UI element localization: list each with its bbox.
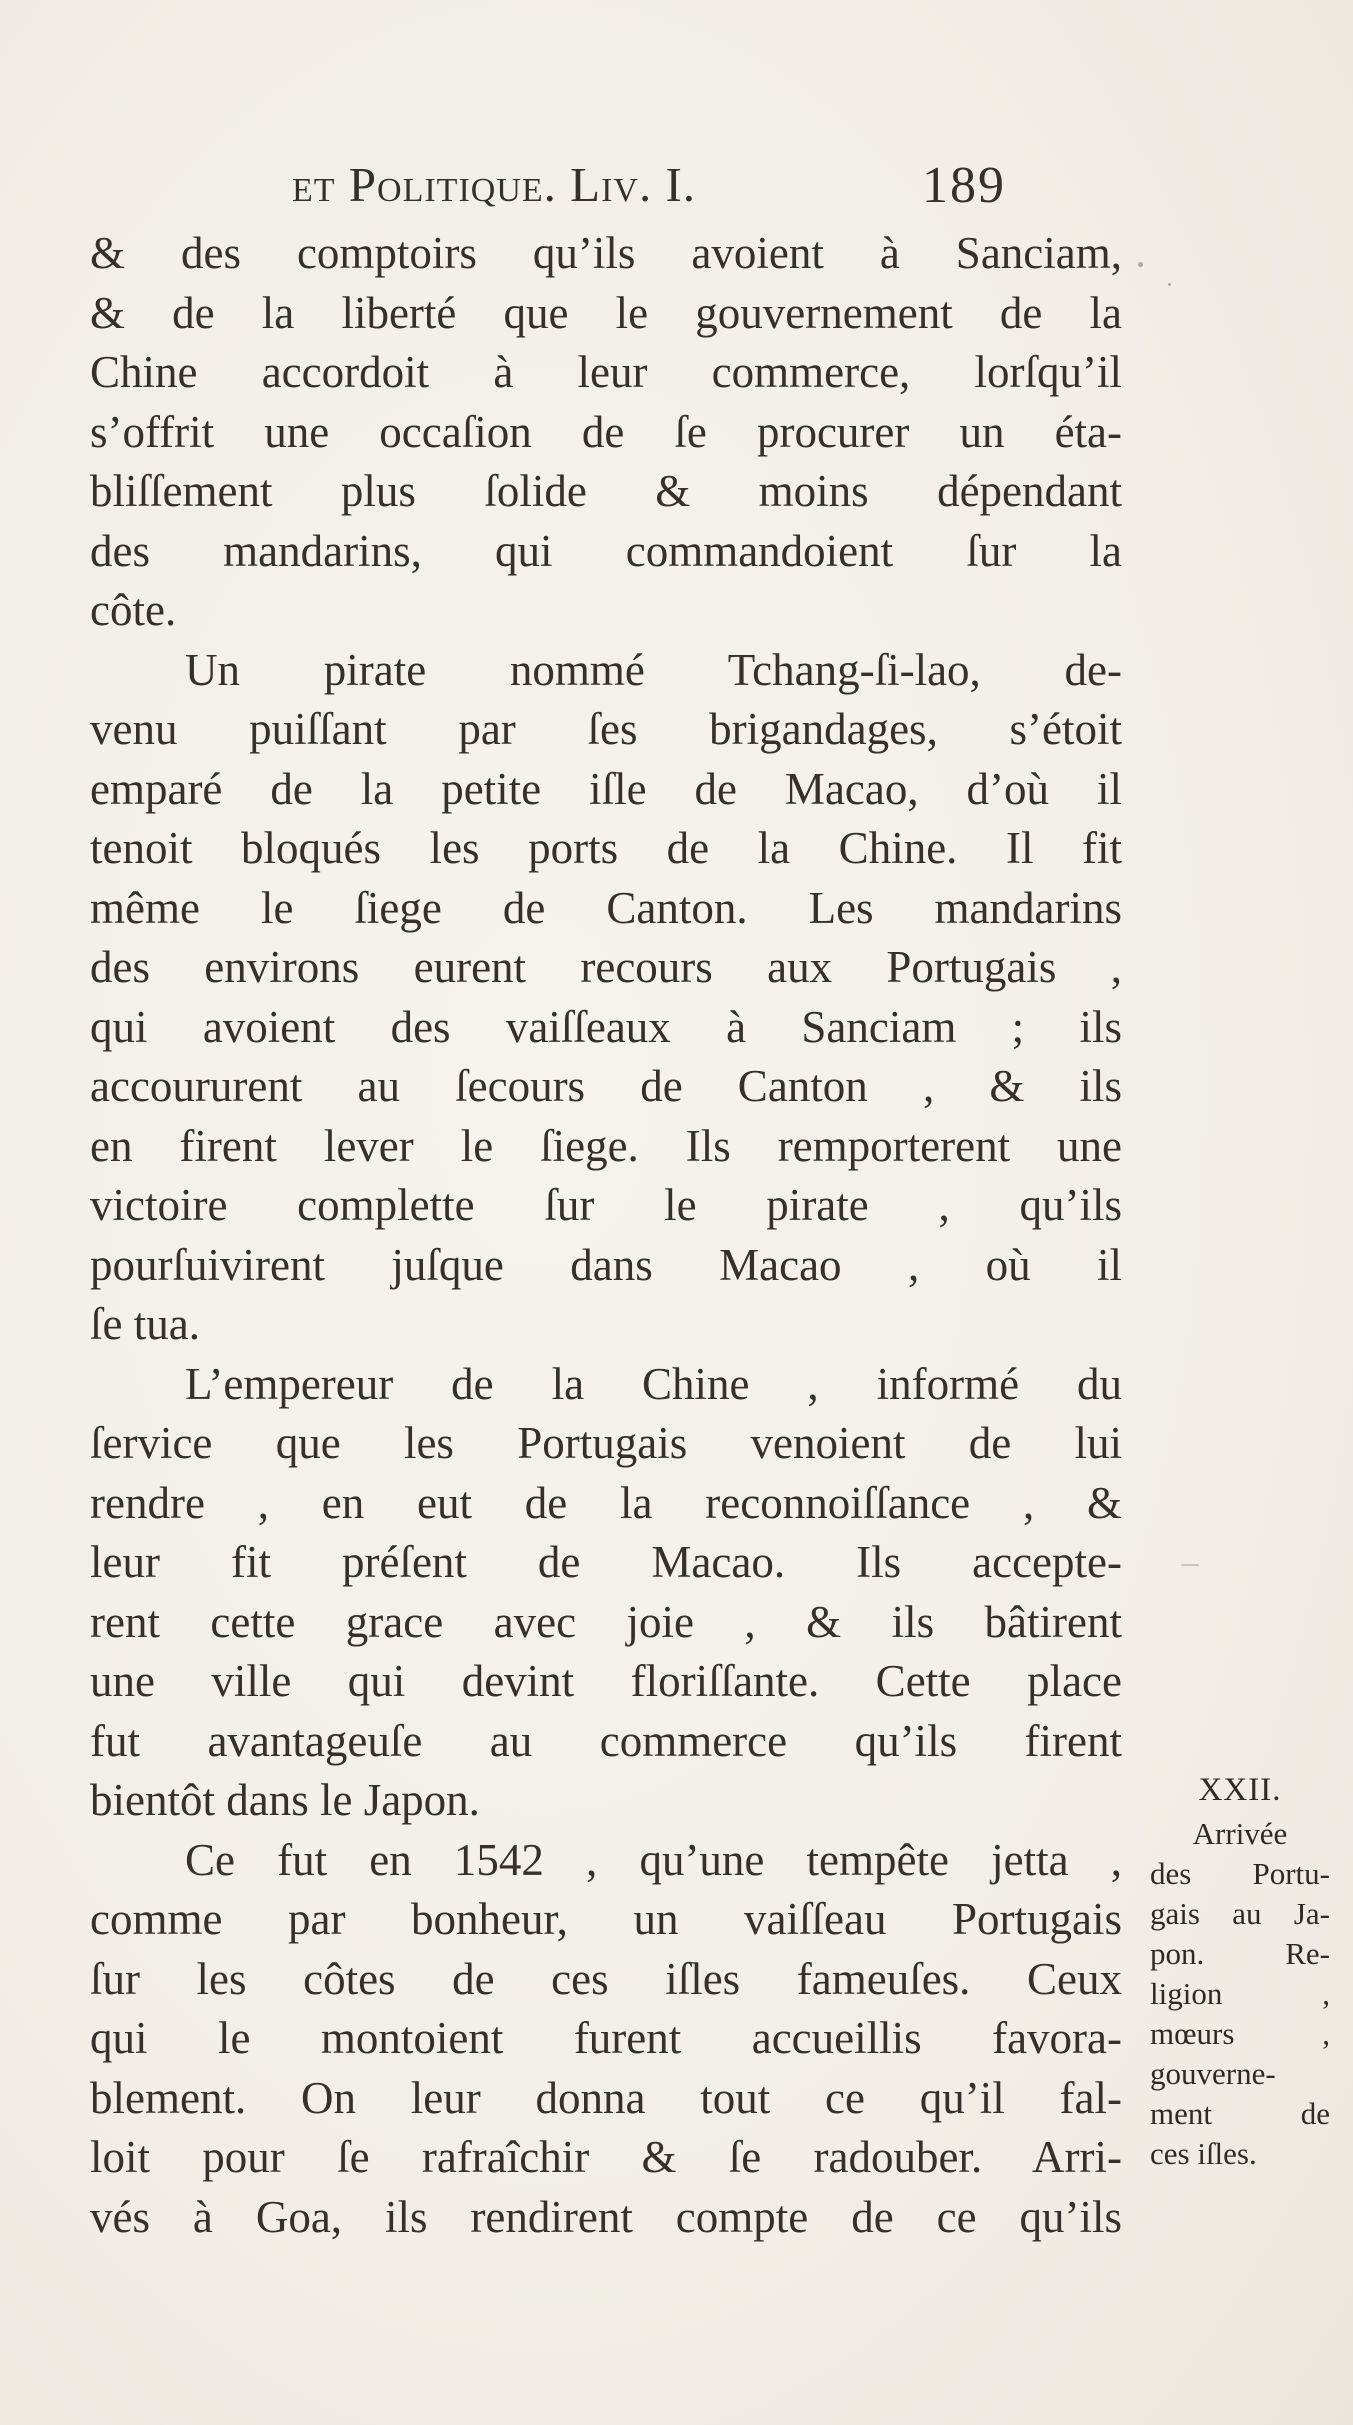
paper-speck — [1168, 283, 1171, 286]
text-line: pourſuivirent juſque dans Macao , où il — [90, 1239, 1122, 1290]
marginal-note-lines — [1150, 1814, 1330, 2174]
text-line: leur fit préſent de Macao. Ils accepte- — [90, 1537, 1122, 1587]
body-text — [90, 224, 1130, 2247]
marginal-note-line: ces iſles. — [1150, 2136, 1257, 2171]
text-line: tenoit bloqués les ports de la Chine. Il fit — [90, 823, 1122, 873]
marginal-note-number: XXII. — [1198, 1772, 1282, 1808]
marginal-note-line: gais au Ja- — [1150, 1896, 1330, 1931]
text-line: des mandarins, qui commandoient ſur la — [90, 525, 1122, 576]
marginal-note-line: Arrivée — [1192, 1816, 1288, 1851]
marginal-note — [1150, 1770, 1330, 2174]
text-line: victoire complette ſur le pirate , qu’ils — [90, 1180, 1122, 1230]
text-line: venu puiſſant par ſes brigandages, s’étoit — [90, 704, 1122, 754]
text-line: & des comptoirs qu’ils avoient à Sanciam, — [90, 228, 1122, 278]
text-line: Ce fut en 1542 , qu’une tempête jetta , — [185, 1834, 1122, 1885]
marginal-note-line: pon. Re- — [1150, 1936, 1330, 1971]
text-line: s’offrit une occaſion de ſe procurer un éta- — [90, 406, 1122, 457]
running-head — [292, 156, 696, 213]
text-line: des environs eurent recours aux Portugais , — [90, 942, 1122, 992]
text-line: même le ſiege de Canton. Les mandarins — [90, 882, 1122, 933]
text-line: vés à Goa, ils rendirent compte de ce qu’ils — [90, 2191, 1122, 2242]
text-line: & de la liberté que le gouvernement de la — [90, 287, 1122, 338]
text-line: rent cette grace avec joie , & ils bâtirent — [90, 1596, 1122, 1647]
running-head-text: et Politique. Liv. I. — [292, 157, 697, 212]
text-line: ſervice que les Portugais venoient de lui — [90, 1418, 1122, 1468]
marginal-note-line: gouverne- — [1150, 2056, 1276, 2091]
text-line: Un pirate nommé Tchang-ſi-lao, de- — [185, 644, 1122, 695]
text-line: bliſſement plus ſolide & moins dépendant — [90, 466, 1122, 516]
text-line: qui le montoient furent accueillis favora- — [90, 2013, 1122, 2063]
page-header — [292, 152, 1132, 224]
text-line: rendre , en eut de la reconnoiſſance , & — [90, 1477, 1122, 1528]
paper-speck — [1181, 1564, 1199, 1566]
text-line: blement. On leur donna tout ce qu’il fal- — [90, 2072, 1122, 2123]
page-number: 189 — [922, 157, 1006, 214]
text-line: emparé de la petite iſle de Macao, d’où il — [90, 763, 1122, 814]
paper-speck — [1138, 262, 1143, 267]
text-line: en firent lever le ſiege. Ils remporterent une — [90, 1120, 1122, 1171]
text-line: bientôt dans le Japon. — [90, 1775, 480, 1825]
text-line: comme par bonheur, un vaiſſeau Portugais — [90, 1894, 1122, 1944]
marginal-note-line: ligion , — [1150, 1976, 1330, 2011]
text-line: côte. — [90, 585, 177, 635]
text-line: ſur les côtes de ces iſles fameuſes. Ceux — [90, 1953, 1122, 2004]
marginal-note-line: ment de — [1150, 2096, 1330, 2131]
marginal-note-line: des Portu- — [1150, 1856, 1330, 1891]
text-line: accoururent au ſecours de Canton , & ils — [90, 1061, 1122, 1111]
text-line: qui avoient des vaiſſeaux à Sanciam ; ils — [90, 1001, 1122, 1052]
text-line: loit pour ſe rafraîchir & ſe radouber. Arri- — [90, 2132, 1122, 2182]
text-line: fut avantageuſe au commerce qu’ils firent — [90, 1715, 1122, 1766]
text-line: une ville qui devint floriſſante. Cette place — [90, 1656, 1122, 1706]
marginal-note-line: mœurs , — [1150, 2016, 1330, 2051]
text-line: Chine accordoit à leur commerce, lorſqu’il — [90, 347, 1122, 397]
text-line: ſe tua. — [90, 1299, 200, 1349]
text-line: L’empereur de la Chine , informé du — [185, 1358, 1122, 1409]
